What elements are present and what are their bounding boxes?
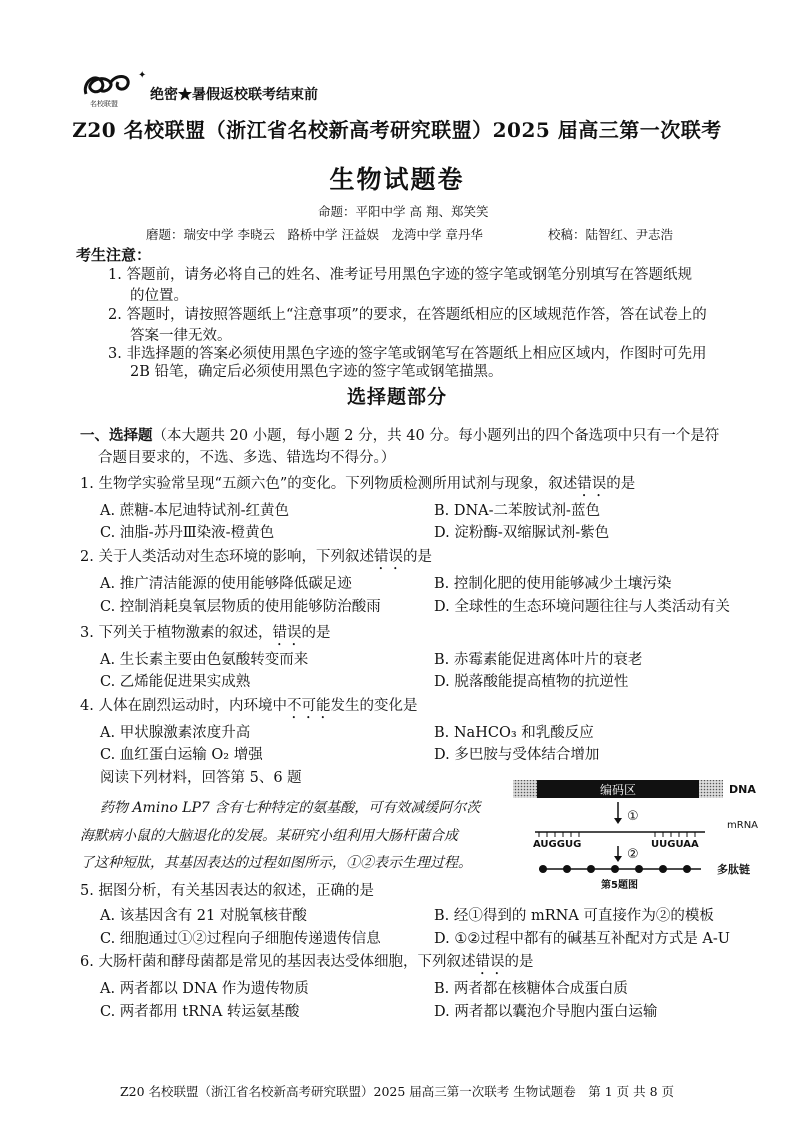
q1-option-a: A. 蔗糖-本尼迪特试剂-红黄色 xyxy=(100,503,289,519)
svg-text:✦: ✦ xyxy=(138,70,147,81)
subject-title: 生物试题卷 xyxy=(329,165,465,194)
arrow-2-head xyxy=(614,856,622,862)
q3-option-b: B. 赤霉素能促进离体叶片的衰老 xyxy=(434,652,643,668)
reading-prompt: 阅读下列材料，回答第 5、6 题 xyxy=(100,770,302,786)
step-1-label: ① xyxy=(627,809,639,824)
q6-option-a: A. 两者都以 DNA 作为遗传物质 xyxy=(100,981,309,997)
confidential-label: 绝密★暑假返校联考结束前 xyxy=(150,87,318,103)
q4-emphasis: 不可能 xyxy=(286,698,331,714)
mrna-seq-start: AUGGUG xyxy=(533,839,582,850)
notice-heading: 考生注意： xyxy=(76,246,152,264)
q3-stem-b: 的是 xyxy=(301,625,331,641)
question-3-stem xyxy=(80,621,330,649)
part-instructions-cont: 合题目要求的，不选、多选、错选均不得分。） xyxy=(98,450,396,466)
q4-stem-a: 4. 人体在剧烈运动时，内环境中 xyxy=(80,698,287,714)
part-label: 一、选择题 xyxy=(80,427,153,444)
exam-title: Z20 名校联盟（浙江省名校新高考研究联盟）2025 届高三第一次联考 xyxy=(72,118,722,142)
question-4-stem xyxy=(80,694,417,722)
reviewers: 磨题：瑞安中学 李晓云 路桥中学 汪益娱 龙湾中学 章丹华 xyxy=(146,227,483,242)
mrna-label: mRNA xyxy=(727,820,759,831)
notice-item-1: 1. 答题前，请务必将自己的姓名、准考证号用黑色字迹的签字笔或钢笔分别填写在答题纸规 xyxy=(108,267,692,283)
q4-stem-b: 发生的变化是 xyxy=(330,698,418,714)
q3-emphasis: 错误 xyxy=(272,625,302,641)
question-5-stem: 5. 据图分析，有关基因表达的叙述，正确的是 xyxy=(80,883,374,899)
q3-option-a: A. 生长素主要由色氨酸转变而来 xyxy=(100,652,309,668)
passage-line-3: 了这种短肽，其基因表达的过程如图所示，①②表示生理过程。 xyxy=(80,855,472,871)
q1-option-d: D. 淀粉酶-双缩脲试剂-紫色 xyxy=(434,525,610,541)
coding-region-label: 编码区 xyxy=(599,783,637,797)
dna-label: DNA xyxy=(729,783,756,796)
question-1-stem xyxy=(80,472,635,500)
notice-item-2: 2. 答题时，请按照答题纸上“注意事项”的要求，在答题纸相应的区域规范作答，答在试卷上的 xyxy=(108,307,707,323)
q4-option-c: C. 血红蛋白运输 O₂ 增强 xyxy=(100,747,263,763)
notice-item-3: 3. 非选择题的答案必须使用黑色字迹的签字笔或钢笔写在答题纸上相应区域内，作图时可先用 xyxy=(108,346,707,362)
q6-emphasis: 错误 xyxy=(475,954,505,970)
q2-option-c: C. 控制消耗臭氧层物质的使用能够防治酸雨 xyxy=(100,599,381,615)
notice-item-1-cont: 的位置。 xyxy=(130,288,188,304)
q6-option-c: C. 两者都用 tRNA 转运氨基酸 xyxy=(100,1004,300,1020)
q1-option-b: B. DNA-二苯胺试剂-蓝色 xyxy=(434,503,600,519)
part-instructions xyxy=(80,424,719,445)
q6-stem-a: 6. 大肠杆菌和酵母菌都是常见的基因表达受体细胞，下列叙述 xyxy=(80,954,476,970)
polypeptide-label: 多肽链 xyxy=(717,863,750,876)
passage-line-2: 海默病小鼠的大脑退化的发展。某研究小组利用大肠杆菌合成 xyxy=(80,828,458,844)
mrna-seq-end: UUGUAA xyxy=(651,839,699,850)
proofreaders: 校稿：陆智红、尹志浩 xyxy=(548,227,674,242)
q6-option-d: D. 两者都以囊泡介导胞内蛋白运输 xyxy=(434,1004,658,1020)
q2-stem-b: 的是 xyxy=(402,549,432,565)
step-2-label: ② xyxy=(627,847,639,862)
q3-option-d: D. 脱落酸能提高植物的抗逆性 xyxy=(434,674,629,690)
q2-option-a: A. 推广清洁能源的使用能够降低碳足迹 xyxy=(100,576,352,592)
q5-option-c: C. 细胞通过①②过程向子细胞传递遗传信息 xyxy=(100,931,381,947)
question-6-stem xyxy=(80,950,533,978)
q3-stem-a: 3. 下列关于植物激素的叙述， xyxy=(80,625,273,641)
q2-option-b: B. 控制化肥的使用能够减少土壤污染 xyxy=(434,576,672,592)
q6-option-b: B. 两者都在核糖体合成蛋白质 xyxy=(434,981,628,997)
q5-option-b: B. 经①得到的 mRNA 可直接作为②的模板 xyxy=(434,908,714,924)
page-footer: Z20 名校联盟（浙江省名校新高考研究联盟）2025 届高三第一次联考 生物试题卷 第 1 页 共 8 页 xyxy=(119,1084,675,1099)
q3-option-c: C. 乙烯能促进果实成熟 xyxy=(100,674,251,690)
question-2-stem xyxy=(80,545,432,573)
figure-caption: 第5题图 xyxy=(601,880,638,890)
q2-stem-a: 2. 关于人类活动对生态环境的影响，下列叙述 xyxy=(80,549,374,565)
q4-option-b: B. NaHCO₃ 和乳酸反应 xyxy=(434,725,594,741)
q2-emphasis: 错误 xyxy=(373,549,403,565)
alliance-logo xyxy=(80,68,150,108)
arrow-1-head xyxy=(614,818,622,824)
notice-item-2-cont: 答案一律无效。 xyxy=(130,328,232,344)
notice-item-3-cont: 2B 铅笔，确定后必须使用黑色字迹的签字笔或钢笔描黑。 xyxy=(130,364,503,380)
q6-stem-b: 的是 xyxy=(504,954,534,970)
q5-option-d: D. ①②过程中都有的碱基互补配对方式是 A-U xyxy=(434,931,731,947)
part-instructions-text: （本大题共 20 小题，每小题 2 分，共 40 分。每小题列出的四个备选项中只有一个是符 xyxy=(152,428,720,444)
q4-option-d: D. 多巴胺与受体结合增加 xyxy=(434,747,600,763)
q5-option-a: A. 该基因含有 21 对脱氧核苷酸 xyxy=(100,908,307,924)
q1-emphasis: 错误 xyxy=(577,476,607,492)
gene-expression-figure xyxy=(505,776,775,890)
q1-option-c: C. 油脂-苏丹Ⅲ染液-橙黄色 xyxy=(100,525,275,541)
q4-option-a: A. 甲状腺激素浓度升高 xyxy=(100,725,251,741)
authors: 命题：平阳中学 高 翔、郑笑笑 xyxy=(318,204,489,219)
q2-option-d: D. 全球性的生态环境问题往往与人类活动有关 xyxy=(434,599,730,615)
q1-stem-a: 1. 生物学实验常呈现“五颜六色”的变化。下列物质检测所用试剂与现象，叙述 xyxy=(80,476,578,492)
passage-line-1: 药物 Amino LP7 含有七种特定的氨基酸，可有效减缓阿尔茨 xyxy=(100,800,481,816)
q1-stem-b: 的是 xyxy=(606,476,636,492)
logo-text: 名校联盟 xyxy=(90,100,118,108)
section-title: 选择题部分 xyxy=(346,386,447,408)
